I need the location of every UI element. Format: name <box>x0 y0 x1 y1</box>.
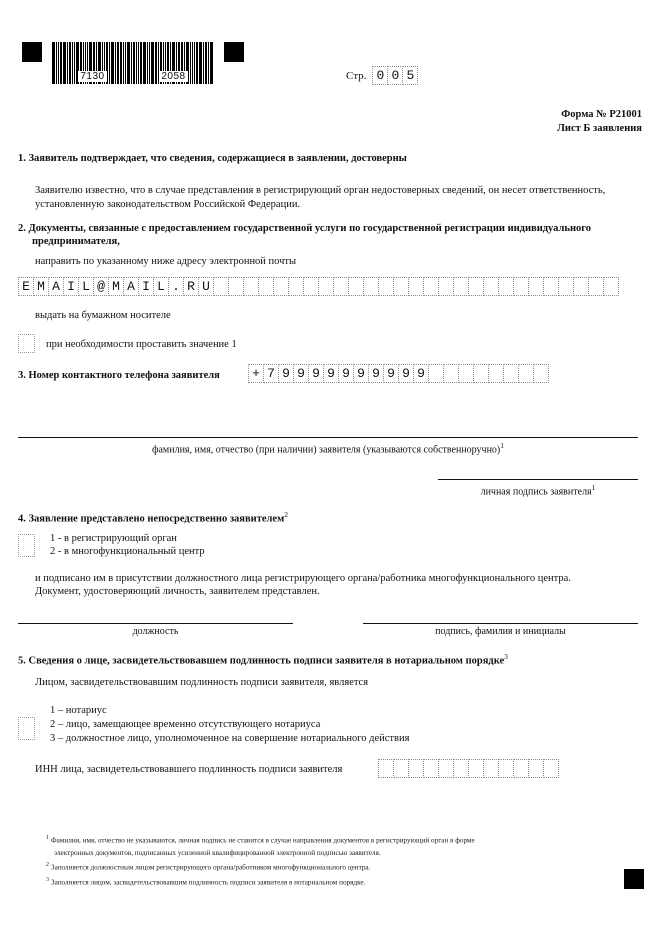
email-cell[interactable] <box>258 277 274 296</box>
barcode-digits <box>52 71 214 82</box>
page-number-cells[interactable] <box>372 66 418 85</box>
email-cell[interactable]: A <box>48 277 64 296</box>
footnote-3-text: Заполняется лицом, засвидетельствовавшим подлинность подписи заявителя в нотариальном порядке. <box>51 878 366 887</box>
email-cell[interactable]: @ <box>93 277 109 296</box>
section4-title-text: 4. Заявление представлено непосредственно заявителем <box>18 513 285 525</box>
footnote-3 <box>46 874 626 889</box>
email-cell[interactable] <box>498 277 514 296</box>
footnotes <box>46 832 626 889</box>
email-cell[interactable] <box>348 277 364 296</box>
phone-cell[interactable]: 9 <box>338 364 354 383</box>
email-cell[interactable]: M <box>108 277 124 296</box>
email-cell[interactable]: I <box>63 277 79 296</box>
inn-input-cells[interactable] <box>378 759 559 778</box>
inn-label: ИНН лица, засвидетельствовавшего подлинность подписи заявителя <box>35 764 343 775</box>
phone-cell[interactable]: 9 <box>323 364 339 383</box>
phone-cell[interactable] <box>488 364 504 383</box>
email-cell[interactable]: I <box>138 277 154 296</box>
fio-caption-note: 1 <box>500 441 505 450</box>
email-cell[interactable]: . <box>168 277 184 296</box>
phone-cell[interactable] <box>503 364 519 383</box>
fio-caption-text: фамилия, имя, отчество (при наличии) заявителя (указываются собственноручно) <box>151 444 501 456</box>
section5-option-2: 2 – лицо, замещающее временно отсутствующего нотариуса <box>50 719 321 730</box>
footnote-1-line1: Фамилия, имя, отчество не указываются, личная подпись не ставится в случае направления документов в регистрирующий орган в форме <box>51 836 475 845</box>
section4-note-line1: и подписано им в присутствии должностного лица регистрирующего органа/работника многофункционального центра. <box>35 573 571 584</box>
email-cell[interactable] <box>303 277 319 296</box>
phone-cell[interactable]: 9 <box>293 364 309 383</box>
registration-mark-bottom-right <box>624 869 644 889</box>
footnote-1-line2: электронных документов, подписанных усиленной квалифицированной электронной подписью заявителя. <box>54 848 381 857</box>
email-cell[interactable]: L <box>78 277 94 296</box>
phone-cell[interactable]: 9 <box>353 364 369 383</box>
inn-cell[interactable] <box>468 759 484 778</box>
footnote-2-text: Заполняется должностным лицом регистрирующего органа/работником многофункционального центра. <box>51 863 371 872</box>
phone-cell[interactable] <box>518 364 534 383</box>
inn-cell[interactable] <box>543 759 559 778</box>
section1-title: 1. Заявитель подтверждает, что сведения, содержащиеся в заявлении, достоверны <box>18 153 407 164</box>
phone-cell[interactable]: 7 <box>263 364 279 383</box>
section4-option-1: 1 - в регистрирующий орган <box>50 533 177 544</box>
section4-note-line2: Документ, удостоверяющий личность, заявителем представлен. <box>35 586 320 597</box>
section5-intro: Лицом, засвидетельствовавшим подлинность подписи заявителя, является <box>35 677 369 688</box>
section4-title-note: 2 <box>284 510 288 519</box>
personal-signature-rule <box>438 479 638 480</box>
position-caption: должность <box>132 626 179 637</box>
section5-checkbox[interactable] <box>18 717 35 740</box>
section5-title-note: 3 <box>504 652 508 661</box>
fio-signature-rule <box>18 437 638 438</box>
email-cell[interactable] <box>408 277 424 296</box>
email-cell[interactable] <box>543 277 559 296</box>
paper-option-label: выдать на бумажном носителе <box>35 310 171 321</box>
personal-signature-caption <box>438 483 638 497</box>
phone-input-cells[interactable] <box>248 364 549 383</box>
email-cell[interactable]: R <box>183 277 199 296</box>
form-sheet: Лист Б заявления <box>557 123 642 134</box>
phone-cell[interactable]: 9 <box>413 364 429 383</box>
signature-initials-caption: подпись, фамилия и инициалы <box>435 626 566 637</box>
email-cell[interactable] <box>573 277 589 296</box>
inn-cell[interactable] <box>408 759 424 778</box>
email-cell[interactable] <box>393 277 409 296</box>
footnote-2 <box>46 859 626 874</box>
email-cell[interactable] <box>453 277 469 296</box>
section3-title: 3. Номер контактного телефона заявителя <box>18 370 220 381</box>
email-cell[interactable]: L <box>153 277 169 296</box>
registration-mark-left <box>22 42 42 62</box>
email-cell[interactable]: A <box>123 277 139 296</box>
section2-title-line1: 2. Документы, связанные с предоставлением государственной услуги по государственной регистрации индивидуального <box>18 223 592 234</box>
signature-initials-rule <box>363 623 638 624</box>
footnote-1-marker: 1 <box>46 835 49 841</box>
email-cell[interactable] <box>423 277 439 296</box>
barcode-digits-right: 2058 <box>161 71 186 82</box>
email-cell[interactable] <box>483 277 499 296</box>
phone-cell[interactable]: 9 <box>278 364 294 383</box>
email-cell[interactable] <box>378 277 394 296</box>
section1-text-line1: Заявителю известно, что в случае представления в регистрирующий орган недостоверных сведений, он несет ответственность, <box>35 185 606 196</box>
section4-option-2: 2 - в многофункциональный центр <box>50 546 205 557</box>
personal-signature-note: 1 <box>591 483 596 492</box>
page-number-cell[interactable]: 0 <box>372 66 388 85</box>
phone-cell[interactable] <box>428 364 444 383</box>
section4-checkbox[interactable] <box>18 534 35 557</box>
inn-cell[interactable] <box>483 759 499 778</box>
email-cell[interactable] <box>333 277 349 296</box>
email-cell[interactable] <box>603 277 619 296</box>
email-cell[interactable] <box>363 277 379 296</box>
phone-cell[interactable]: + <box>248 364 264 383</box>
email-cell[interactable] <box>468 277 484 296</box>
footnote-1 <box>46 832 626 859</box>
email-cell[interactable]: E <box>18 277 34 296</box>
section2-title-line2: предпринимателя, <box>32 236 120 247</box>
phone-cell[interactable] <box>443 364 459 383</box>
personal-signature-caption-text: личная подпись заявителя <box>480 486 592 498</box>
page-number-cell[interactable]: 0 <box>387 66 403 85</box>
email-cell[interactable] <box>228 277 244 296</box>
inn-cell[interactable] <box>453 759 469 778</box>
phone-cell[interactable]: 9 <box>308 364 324 383</box>
inn-cell[interactable] <box>393 759 409 778</box>
section5-title-text: 5. Сведения о лице, засвидетельствовавшем подлинность подписи заявителя в нотариальном порядке <box>18 655 505 667</box>
section1-text-line2: установленную законодательством Российской Федерации. <box>35 199 301 210</box>
email-cell[interactable]: U <box>198 277 214 296</box>
barcode <box>52 42 214 84</box>
email-cell[interactable] <box>528 277 544 296</box>
inn-cell[interactable] <box>438 759 454 778</box>
footnote-2-marker: 2 <box>46 862 49 869</box>
email-cell[interactable] <box>318 277 334 296</box>
barcode-digits-left: 7130 <box>80 71 105 82</box>
section5-title <box>18 650 508 668</box>
section4-title <box>18 508 288 526</box>
phone-cell[interactable]: 9 <box>368 364 384 383</box>
email-cell[interactable] <box>243 277 259 296</box>
email-cell[interactable]: M <box>33 277 49 296</box>
inn-cell[interactable] <box>528 759 544 778</box>
inn-cell[interactable] <box>513 759 529 778</box>
phone-cell[interactable]: 9 <box>398 364 414 383</box>
paper-option-hint: при необходимости проставить значение 1 <box>46 339 237 350</box>
email-cell[interactable] <box>288 277 304 296</box>
page-number-label: Стр. <box>346 69 367 82</box>
paper-option-checkbox[interactable] <box>18 334 35 353</box>
inn-cell[interactable] <box>423 759 439 778</box>
email-cell[interactable] <box>438 277 454 296</box>
section5-option-1: 1 – нотариус <box>50 705 107 716</box>
page-number-cell[interactable]: 5 <box>402 66 418 85</box>
section5-option-3: 3 – должностное лицо, уполномоченное на совершение нотариального действия <box>50 733 410 744</box>
footnote-3-marker: 3 <box>46 877 49 884</box>
email-cell[interactable] <box>273 277 289 296</box>
phone-cell[interactable] <box>458 364 474 383</box>
phone-cell[interactable] <box>473 364 489 383</box>
fio-signature-caption <box>18 441 638 455</box>
registration-mark-right <box>224 42 244 62</box>
page-number-block <box>346 66 418 85</box>
email-cell[interactable] <box>213 277 229 296</box>
form-identification <box>557 108 642 136</box>
email-cell[interactable] <box>513 277 529 296</box>
email-cell[interactable] <box>558 277 574 296</box>
form-number: Форма № Р21001 <box>561 109 642 120</box>
phone-cell[interactable]: 9 <box>383 364 399 383</box>
email-input-cells[interactable] <box>18 277 619 296</box>
email-cell[interactable] <box>588 277 604 296</box>
barcode-header <box>22 42 244 84</box>
section2-subtitle: направить по указанному ниже адресу электронной почты <box>35 256 297 267</box>
position-rule <box>18 623 293 624</box>
phone-cell[interactable] <box>533 364 549 383</box>
inn-cell[interactable] <box>498 759 514 778</box>
inn-cell[interactable] <box>378 759 394 778</box>
